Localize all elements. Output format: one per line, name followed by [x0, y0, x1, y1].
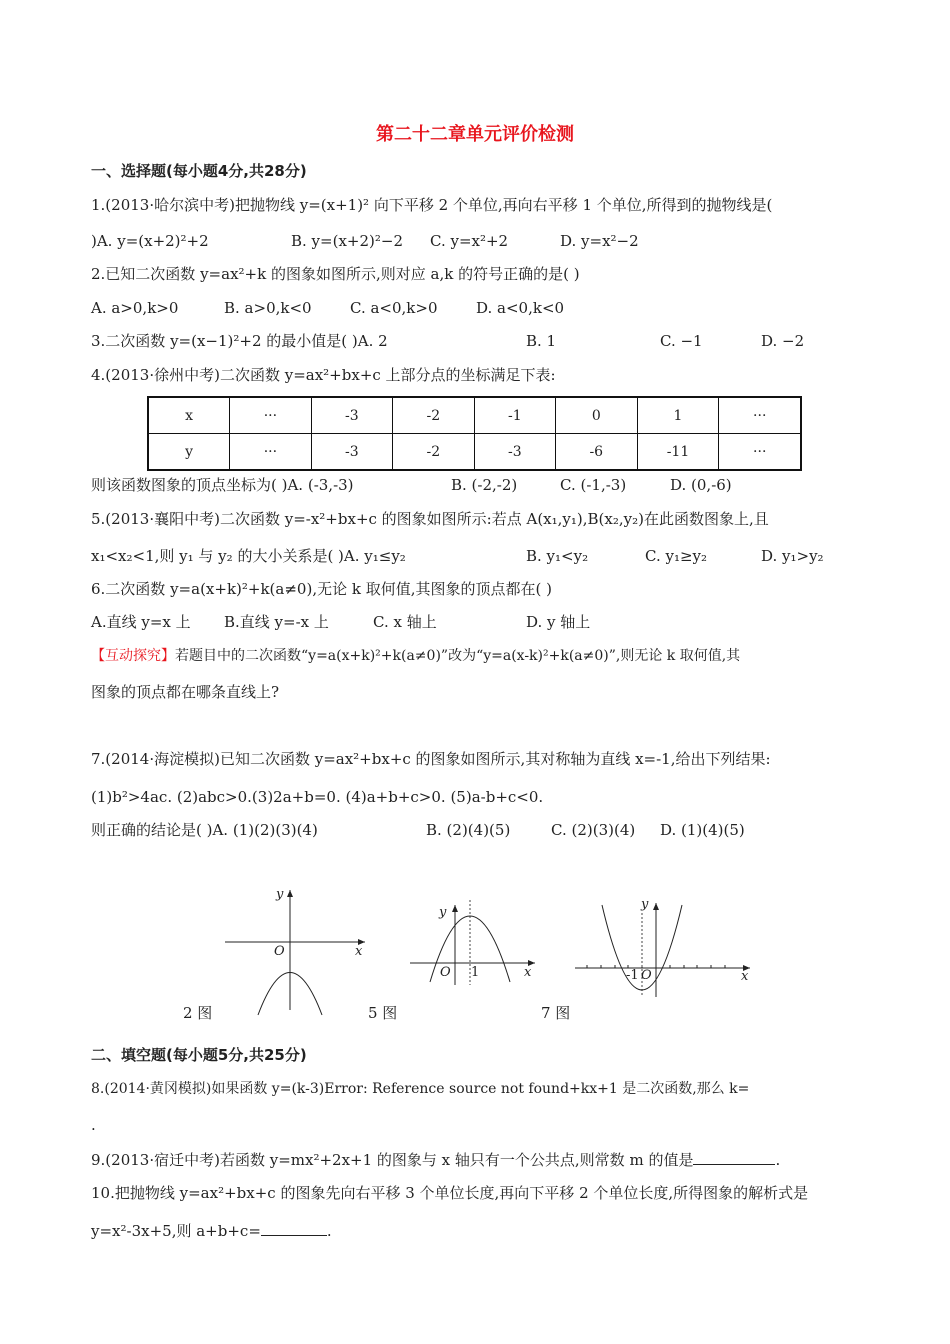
question-7-conditions: (1)b²>4ac. (2)abc>0.(3)2a+b=0. (4)a+b+c>0. (5)a-b+c<0.	[91, 788, 544, 806]
answer-blank[interactable]	[261, 1221, 327, 1236]
question-10: 10.把抛物线 y=ax²+bx+c 的图象先向右平移 3 个单位长度,再向下平移 2 个单位长度,所得图象的解析式是	[91, 1184, 809, 1202]
explore-text: 若题目中的二次函数“y=a(x+k)²+k(a≠0)”改为“y=a(x-k)²+k(a≠0)”,则无论 k 取何值,其	[175, 648, 741, 664]
option-a: )A. y=(x+2)²+2	[91, 232, 209, 250]
table-cell: ···	[230, 434, 311, 471]
explore-line2: 图象的顶点都在哪条直线上?	[91, 683, 280, 701]
question-8: 8.(2014·黄冈模拟)如果函数 y=(k-3)Error: Reference source not found+kx+1 是二次函数,那么 k=	[91, 1081, 750, 1097]
option-c: C. (2)(3)(4)	[551, 821, 636, 839]
table-row	[148, 397, 801, 434]
table-cell: -11	[637, 434, 719, 471]
option-c: C. a<0,k>0	[350, 299, 438, 317]
origin-label: O	[274, 944, 285, 959]
option-c: C. (-1,-3)	[560, 476, 627, 494]
question-7-follow: 则正确的结论是( )A. (1)(2)(3)(4)	[91, 821, 318, 839]
option-a: A. a>0,k>0	[91, 299, 179, 317]
table-cell: -3	[311, 434, 392, 471]
table-row	[148, 434, 801, 471]
option-a: A.直线 y=x 上	[91, 613, 191, 631]
figure-caption: 5 图	[368, 1004, 398, 1022]
page-title: 第二十二章单元评价检测	[376, 124, 574, 145]
question-6: 6.二次函数 y=a(x+k)²+k(a≠0),无论 k 取何值,其图象的顶点都在( )	[91, 580, 552, 598]
question-9	[91, 1150, 780, 1169]
table-cell: ···	[719, 397, 801, 434]
option-d: D. (1)(4)(5)	[660, 821, 745, 839]
figure-caption: 2 图	[183, 1004, 213, 1022]
axis-label-x: x	[741, 969, 749, 984]
option-c: C. x 轴上	[373, 613, 437, 631]
axis-label-y: y	[276, 887, 284, 902]
table-cell: -2	[393, 434, 474, 471]
question-8-end: .	[91, 1116, 96, 1134]
option-d: D. −2	[761, 332, 805, 350]
option-b: B. (2)(4)(5)	[426, 821, 511, 839]
arrow-icon	[452, 905, 458, 912]
question-5-line2: x₁<x₂<1,则 y₁ 与 y₂ 的大小关系是( )A. y₁≤y₂	[91, 547, 406, 565]
section-heading: 一、选择题(每小题4分,共28分)	[91, 162, 307, 180]
axis-label-y: y	[641, 897, 649, 912]
question-10-end: .	[326, 1222, 332, 1240]
table-cell: ···	[719, 434, 801, 471]
question-9-end: .	[775, 1151, 781, 1169]
question-10-line2	[91, 1221, 332, 1240]
tick-label: -1	[626, 968, 639, 983]
option-d: D. y₁>y₂	[761, 547, 824, 565]
option-d: D. y 轴上	[526, 613, 591, 631]
option-c: C. y₁≥y₂	[645, 547, 708, 565]
question-2: 2.已知二次函数 y=ax²+k 的图象如图所示,则对应 a,k 的符号正确的是( )	[91, 265, 580, 283]
table-cell: y	[148, 434, 230, 471]
option-b: B. 1	[526, 332, 557, 350]
arrow-icon	[287, 890, 293, 897]
figure-7-graph	[570, 895, 755, 1000]
question-5: 5.(2013·襄阳中考)二次函数 y=-x²+bx+c 的图象如图所示:若点 A(x₁,y₁),B(x₂,y₂)在此函数图象上,且	[91, 510, 769, 528]
table-cell: x	[148, 397, 230, 434]
table-cell: -2	[393, 397, 474, 434]
option-b: B.直线 y=-x 上	[224, 613, 329, 631]
question-1: 1.(2013·哈尔滨中考)把抛物线 y=(x+1)² 向下平移 2 个单位,再向右平移 1 个单位,所得到的抛物线是(	[91, 196, 773, 214]
table-cell: 1	[637, 397, 719, 434]
question-9-text: 9.(2013·宿迁中考)若函数 y=mx²+2x+1 的图象与 x 轴只有一个公共点,则常数 m 的值是	[91, 1151, 694, 1169]
tick-label: 1	[471, 965, 480, 980]
option-b: B. a>0,k<0	[224, 299, 312, 317]
option-d: D. a<0,k<0	[476, 299, 565, 317]
question-4: 4.(2013·徐州中考)二次函数 y=ax²+bx+c 上部分点的坐标满足下表:	[91, 366, 556, 384]
question-4-follow: 则该函数图象的顶点坐标为( )A. (-3,-3)	[91, 476, 354, 494]
option-d: D. (0,-6)	[670, 476, 732, 494]
origin-label: O	[641, 968, 652, 983]
option-c: C. y=x²+2	[430, 232, 509, 250]
figure-2-graph	[220, 885, 370, 1020]
section-heading: 二、填空题(每小题5分,共25分)	[91, 1046, 307, 1064]
question-10-text: y=x²-3x+5,则 a+b+c=	[91, 1222, 261, 1240]
explore-line	[91, 647, 740, 665]
figure-caption: 7 图	[541, 1004, 571, 1022]
arrow-icon	[653, 903, 659, 910]
value-table	[147, 396, 802, 471]
question-7: 7.(2014·海淀模拟)已知二次函数 y=ax²+bx+c 的图象如图所示,其对称轴为直线 x=-1,给出下列结果:	[91, 750, 771, 768]
option-c: C. −1	[660, 332, 703, 350]
table-cell: -1	[474, 397, 555, 434]
option-b: B. y=(x+2)²−2	[291, 232, 404, 250]
table-cell: -3	[311, 397, 392, 434]
origin-label: O	[440, 965, 451, 980]
axis-label-x: x	[355, 944, 363, 959]
option-b: B. y₁<y₂	[526, 547, 589, 565]
table-cell: ···	[230, 397, 311, 434]
question-3: 3.二次函数 y=(x−1)²+2 的最小值是( )A. 2	[91, 332, 388, 350]
option-d: D. y=x²−2	[560, 232, 639, 250]
table-cell: 0	[556, 397, 637, 434]
table-cell: -3	[474, 434, 555, 471]
axis-label-y: y	[439, 905, 447, 920]
axis-label-x: x	[524, 965, 532, 980]
answer-blank[interactable]	[693, 1150, 775, 1165]
option-b: B. (-2,-2)	[451, 476, 518, 494]
table-cell: -6	[556, 434, 637, 471]
explore-tag: 【互动探究】	[91, 648, 175, 664]
